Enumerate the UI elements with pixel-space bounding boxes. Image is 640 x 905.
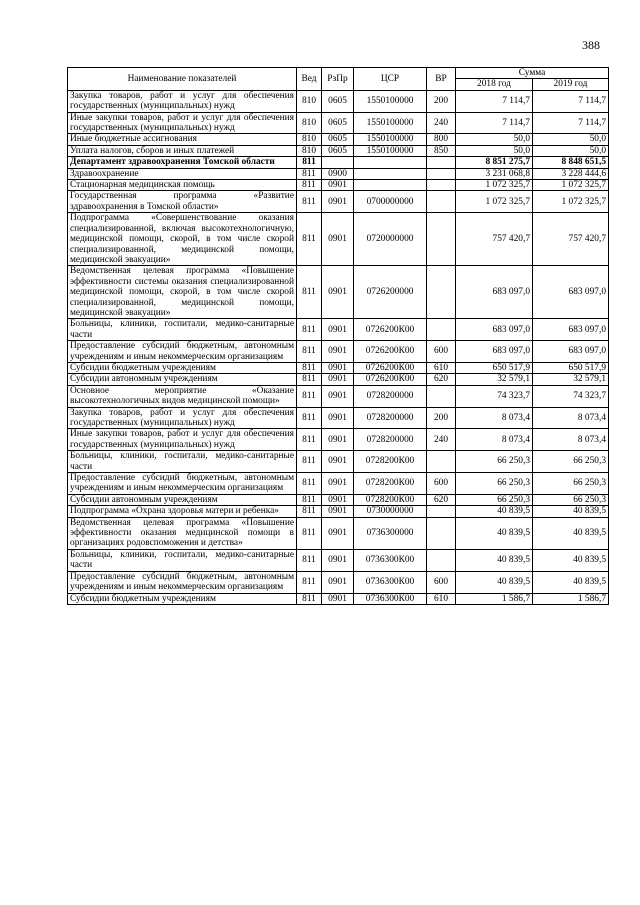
row-vr-cell: 600 <box>427 341 456 363</box>
row-ved-cell: 811 <box>297 266 322 319</box>
row-vr-cell: 610 <box>427 593 456 604</box>
row-ved-cell: 811 <box>297 374 322 385</box>
row-vr-cell: 610 <box>427 362 456 373</box>
row-ved-cell: 811 <box>297 180 322 191</box>
row-2018-cell: 650 517,9 <box>456 362 533 373</box>
row-2019-cell: 1 072 325,7 <box>533 191 609 213</box>
budget-table <box>67 67 609 605</box>
row-csr-cell: 0726200К00 <box>354 362 427 373</box>
row-name-cell: Закупка товаров, работ и услуг для обеспечения государственных (муниципальных) нужд <box>68 407 297 429</box>
row-vr-cell: 240 <box>427 112 456 134</box>
row-ved-cell: 811 <box>297 385 322 407</box>
header-name: Наименование показателей <box>68 68 297 91</box>
row-name-cell: Подпрограмма «Совершенствование оказания специализированной, включая высокотехнологичную, медицинской помощи, скорой, в том числе скорой специализированной, медицинской помощи, медицинской эвакуации» <box>68 213 297 266</box>
row-rzpr-cell: 0901 <box>322 429 354 451</box>
row-csr-cell: 0728200000 <box>354 407 427 429</box>
row-vr-cell <box>427 451 456 473</box>
table-row <box>68 134 609 145</box>
row-vr-cell <box>427 506 456 517</box>
header-csr: ЦСР <box>354 68 427 91</box>
row-name-cell: Предоставление субсидий бюджетным, автономным учреждениям и иным некоммерческим организациям <box>68 473 297 495</box>
row-2018-cell: 40 839,5 <box>456 506 533 517</box>
header-2018: 2018 год <box>456 79 533 90</box>
row-2019-cell: 50,0 <box>533 145 609 156</box>
row-2018-cell: 8 073,4 <box>456 407 533 429</box>
row-ved-cell: 811 <box>297 494 322 505</box>
row-name-cell: Субсидии автономным учреждениям <box>68 494 297 505</box>
row-2019-cell: 66 250,3 <box>533 473 609 495</box>
row-2018-cell: 50,0 <box>456 145 533 156</box>
row-name-cell: Основное мероприятие «Оказание высокотехнологичных видов медицинской помощи» <box>68 385 297 407</box>
row-ved-cell: 810 <box>297 145 322 156</box>
row-2019-cell: 1 072 325,7 <box>533 180 609 191</box>
row-rzpr-cell: 0901 <box>322 506 354 517</box>
header-rzpr: РзПр <box>322 68 354 91</box>
row-rzpr-cell: 0901 <box>322 266 354 319</box>
row-name-cell: Субсидии бюджетным учреждениям <box>68 362 297 373</box>
row-ved-cell: 811 <box>297 517 322 549</box>
row-vr-cell: 620 <box>427 494 456 505</box>
table-row <box>68 341 609 363</box>
row-ved-cell: 811 <box>297 157 322 168</box>
row-2018-cell: 40 839,5 <box>456 571 533 593</box>
row-2019-cell: 3 228 444,6 <box>533 168 609 179</box>
row-2019-cell: 1 586,7 <box>533 593 609 604</box>
row-rzpr-cell: 0901 <box>322 213 354 266</box>
row-2018-cell: 66 250,3 <box>456 451 533 473</box>
row-rzpr-cell: 0901 <box>322 517 354 549</box>
row-2018-cell: 40 839,5 <box>456 549 533 571</box>
row-name-cell: Иные закупки товаров, работ и услуг для обеспечения государственных (муниципальных) нужд <box>68 112 297 134</box>
table-row <box>68 506 609 517</box>
row-name-cell: Ведомственная целевая программа «Повышение эффективности оказания медицинской помощи в организациях родовспоможения и детства» <box>68 517 297 549</box>
row-name-cell: Ведомственная целевая программа «Повышение эффективности системы оказания специализированной медицинской помощи, скорой, в том числе скорой специализированной, медицинской помощи, медицинской эвакуации» <box>68 266 297 319</box>
row-2018-cell: 7 114,7 <box>456 112 533 134</box>
row-rzpr-cell: 0901 <box>322 407 354 429</box>
row-2018-cell: 757 420,7 <box>456 213 533 266</box>
row-csr-cell: 0736300К00 <box>354 571 427 593</box>
row-csr-cell: 0726200К00 <box>354 374 427 385</box>
row-2019-cell: 683 097,0 <box>533 319 609 341</box>
row-csr-cell: 0700000000 <box>354 191 427 213</box>
table-row <box>68 145 609 156</box>
table-body <box>68 90 609 604</box>
row-name-cell: Больницы, клиники, госпитали, медико-санитарные части <box>68 451 297 473</box>
row-rzpr-cell: 0901 <box>322 571 354 593</box>
header-sum: Сумма <box>456 68 609 79</box>
table-row <box>68 517 609 549</box>
table-row <box>68 191 609 213</box>
row-2018-cell: 683 097,0 <box>456 319 533 341</box>
row-csr-cell: 0728200К00 <box>354 494 427 505</box>
row-ved-cell: 811 <box>297 191 322 213</box>
row-rzpr-cell: 0901 <box>322 451 354 473</box>
row-vr-cell: 240 <box>427 429 456 451</box>
row-name-cell: Иные бюджетные ассигнования <box>68 134 297 145</box>
row-ved-cell: 811 <box>297 506 322 517</box>
row-name-cell: Предоставление субсидий бюджетным, автономным учреждениям и иным некоммерческим организациям <box>68 571 297 593</box>
row-vr-cell: 850 <box>427 145 456 156</box>
row-name-cell: Субсидии автономным учреждениям <box>68 374 297 385</box>
row-vr-cell <box>427 157 456 168</box>
row-2018-cell: 1 072 325,7 <box>456 180 533 191</box>
row-2019-cell: 40 839,5 <box>533 571 609 593</box>
row-name-cell: Подпрограмма «Охрана здоровья матери и ребенка» <box>68 506 297 517</box>
table-row <box>68 549 609 571</box>
row-rzpr-cell: 0901 <box>322 341 354 363</box>
row-ved-cell: 811 <box>297 451 322 473</box>
row-name-cell: Предоставление субсидий бюджетным, автономным учреждениям и иным некоммерческим организациям <box>68 341 297 363</box>
row-vr-cell <box>427 191 456 213</box>
row-2018-cell: 8 073,4 <box>456 429 533 451</box>
row-2019-cell: 8 848 651,5 <box>533 157 609 168</box>
row-rzpr-cell: 0901 <box>322 494 354 505</box>
row-csr-cell: 0728200К00 <box>354 473 427 495</box>
row-csr-cell: 0720000000 <box>354 213 427 266</box>
row-2019-cell: 50,0 <box>533 134 609 145</box>
row-csr-cell: 0736300К00 <box>354 593 427 604</box>
table-row <box>68 571 609 593</box>
row-rzpr-cell: 0901 <box>322 385 354 407</box>
row-2019-cell: 66 250,3 <box>533 451 609 473</box>
row-ved-cell: 811 <box>297 341 322 363</box>
row-2019-cell: 32 579,1 <box>533 374 609 385</box>
row-name-cell: Иные закупки товаров, работ и услуг для обеспечения государственных (муниципальных) нужд <box>68 429 297 451</box>
row-name-cell: Уплата налогов, сборов и иных платежей <box>68 145 297 156</box>
row-2018-cell: 32 579,1 <box>456 374 533 385</box>
table-row <box>68 374 609 385</box>
row-ved-cell: 811 <box>297 168 322 179</box>
row-csr-cell: 0736300000 <box>354 517 427 549</box>
table-header <box>68 68 609 91</box>
row-vr-cell <box>427 213 456 266</box>
row-ved-cell: 811 <box>297 571 322 593</box>
table-row <box>68 429 609 451</box>
row-2018-cell: 66 250,3 <box>456 473 533 495</box>
row-csr-cell: 0728200000 <box>354 385 427 407</box>
row-2018-cell: 683 097,0 <box>456 341 533 363</box>
row-rzpr-cell: 0901 <box>322 374 354 385</box>
row-ved-cell: 810 <box>297 134 322 145</box>
row-vr-cell: 600 <box>427 571 456 593</box>
row-2019-cell: 74 323,7 <box>533 385 609 407</box>
row-name-cell: Государственная программа «Развитие здравоохранения в Томской области» <box>68 191 297 213</box>
row-rzpr-cell: 0901 <box>322 549 354 571</box>
row-2019-cell: 7 114,7 <box>533 90 609 112</box>
row-name-cell: Закупка товаров, работ и услуг для обеспечения государственных (муниципальных) нужд <box>68 90 297 112</box>
row-2019-cell: 683 097,0 <box>533 266 609 319</box>
row-2018-cell: 7 114,7 <box>456 90 533 112</box>
row-vr-cell <box>427 385 456 407</box>
row-name-cell: Департамент здравоохранения Томской области <box>68 157 297 168</box>
row-vr-cell: 620 <box>427 374 456 385</box>
row-vr-cell <box>427 319 456 341</box>
row-csr-cell <box>354 168 427 179</box>
row-rzpr-cell: 0901 <box>322 319 354 341</box>
row-2019-cell: 40 839,5 <box>533 517 609 549</box>
table-row <box>68 266 609 319</box>
row-rzpr-cell: 0605 <box>322 90 354 112</box>
row-ved-cell: 811 <box>297 473 322 495</box>
row-2018-cell: 1 586,7 <box>456 593 533 604</box>
row-ved-cell: 811 <box>297 319 322 341</box>
row-csr-cell <box>354 157 427 168</box>
header-vr: ВР <box>427 68 456 91</box>
row-csr-cell: 1550100000 <box>354 90 427 112</box>
row-2018-cell: 683 097,0 <box>456 266 533 319</box>
row-ved-cell: 811 <box>297 362 322 373</box>
row-2018-cell: 74 323,7 <box>456 385 533 407</box>
row-rzpr-cell: 0901 <box>322 362 354 373</box>
row-vr-cell <box>427 180 456 191</box>
row-2018-cell: 1 072 325,7 <box>456 191 533 213</box>
row-vr-cell: 600 <box>427 473 456 495</box>
row-csr-cell: 0726200К00 <box>354 341 427 363</box>
row-ved-cell: 811 <box>297 549 322 571</box>
table-row <box>68 180 609 191</box>
table-row <box>68 407 609 429</box>
page-number: 388 <box>582 38 600 52</box>
row-vr-cell <box>427 168 456 179</box>
table-row <box>68 112 609 134</box>
row-csr-cell: 0728200К00 <box>354 451 427 473</box>
row-vr-cell <box>427 517 456 549</box>
row-rzpr-cell: 0901 <box>322 191 354 213</box>
row-vr-cell <box>427 549 456 571</box>
row-vr-cell <box>427 266 456 319</box>
table-row <box>68 451 609 473</box>
row-2019-cell: 650 517,9 <box>533 362 609 373</box>
row-vr-cell: 200 <box>427 407 456 429</box>
row-2019-cell: 7 114,7 <box>533 112 609 134</box>
row-csr-cell: 1550100000 <box>354 112 427 134</box>
table-row <box>68 157 609 168</box>
row-2019-cell: 683 097,0 <box>533 341 609 363</box>
row-2018-cell: 40 839,5 <box>456 517 533 549</box>
row-2019-cell: 757 420,7 <box>533 213 609 266</box>
row-2019-cell: 66 250,3 <box>533 494 609 505</box>
table-row <box>68 385 609 407</box>
table-row <box>68 213 609 266</box>
header-ved: Вед <box>297 68 322 91</box>
table-row <box>68 362 609 373</box>
row-ved-cell: 811 <box>297 407 322 429</box>
row-rzpr-cell: 0605 <box>322 145 354 156</box>
row-2019-cell: 8 073,4 <box>533 429 609 451</box>
row-ved-cell: 810 <box>297 112 322 134</box>
table-row <box>68 593 609 604</box>
header-2019: 2019 год <box>533 79 609 90</box>
row-rzpr-cell: 0900 <box>322 168 354 179</box>
row-csr-cell: 0726200000 <box>354 266 427 319</box>
row-csr-cell: 0728200000 <box>354 429 427 451</box>
row-rzpr-cell: 0901 <box>322 593 354 604</box>
row-csr-cell: 0730000000 <box>354 506 427 517</box>
row-csr-cell <box>354 180 427 191</box>
row-csr-cell: 0736300К00 <box>354 549 427 571</box>
row-2019-cell: 40 839,5 <box>533 506 609 517</box>
table-row <box>68 319 609 341</box>
row-ved-cell: 811 <box>297 429 322 451</box>
row-name-cell: Больницы, клиники, госпитали, медико-санитарные части <box>68 319 297 341</box>
row-vr-cell: 200 <box>427 90 456 112</box>
row-2018-cell: 50,0 <box>456 134 533 145</box>
row-2018-cell: 8 851 275,7 <box>456 157 533 168</box>
row-rzpr-cell: 0605 <box>322 134 354 145</box>
row-name-cell: Стационарная медицинская помощь <box>68 180 297 191</box>
table-row <box>68 473 609 495</box>
row-name-cell: Здравоохранение <box>68 168 297 179</box>
row-name-cell: Субсидии бюджетным учреждениям <box>68 593 297 604</box>
table-row <box>68 494 609 505</box>
row-rzpr-cell: 0901 <box>322 473 354 495</box>
row-2018-cell: 66 250,3 <box>456 494 533 505</box>
row-ved-cell: 811 <box>297 213 322 266</box>
row-csr-cell: 1550100000 <box>354 134 427 145</box>
row-ved-cell: 811 <box>297 593 322 604</box>
row-vr-cell: 800 <box>427 134 456 145</box>
row-csr-cell: 1550100000 <box>354 145 427 156</box>
row-name-cell: Больницы, клиники, госпитали, медико-санитарные части <box>68 549 297 571</box>
row-2019-cell: 40 839,5 <box>533 549 609 571</box>
row-rzpr-cell: 0605 <box>322 112 354 134</box>
row-ved-cell: 810 <box>297 90 322 112</box>
row-rzpr-cell: 0901 <box>322 180 354 191</box>
row-csr-cell: 0726200К00 <box>354 319 427 341</box>
row-2018-cell: 3 231 068,8 <box>456 168 533 179</box>
table-row <box>68 90 609 112</box>
row-rzpr-cell <box>322 157 354 168</box>
row-2019-cell: 8 073,4 <box>533 407 609 429</box>
table-row <box>68 168 609 179</box>
